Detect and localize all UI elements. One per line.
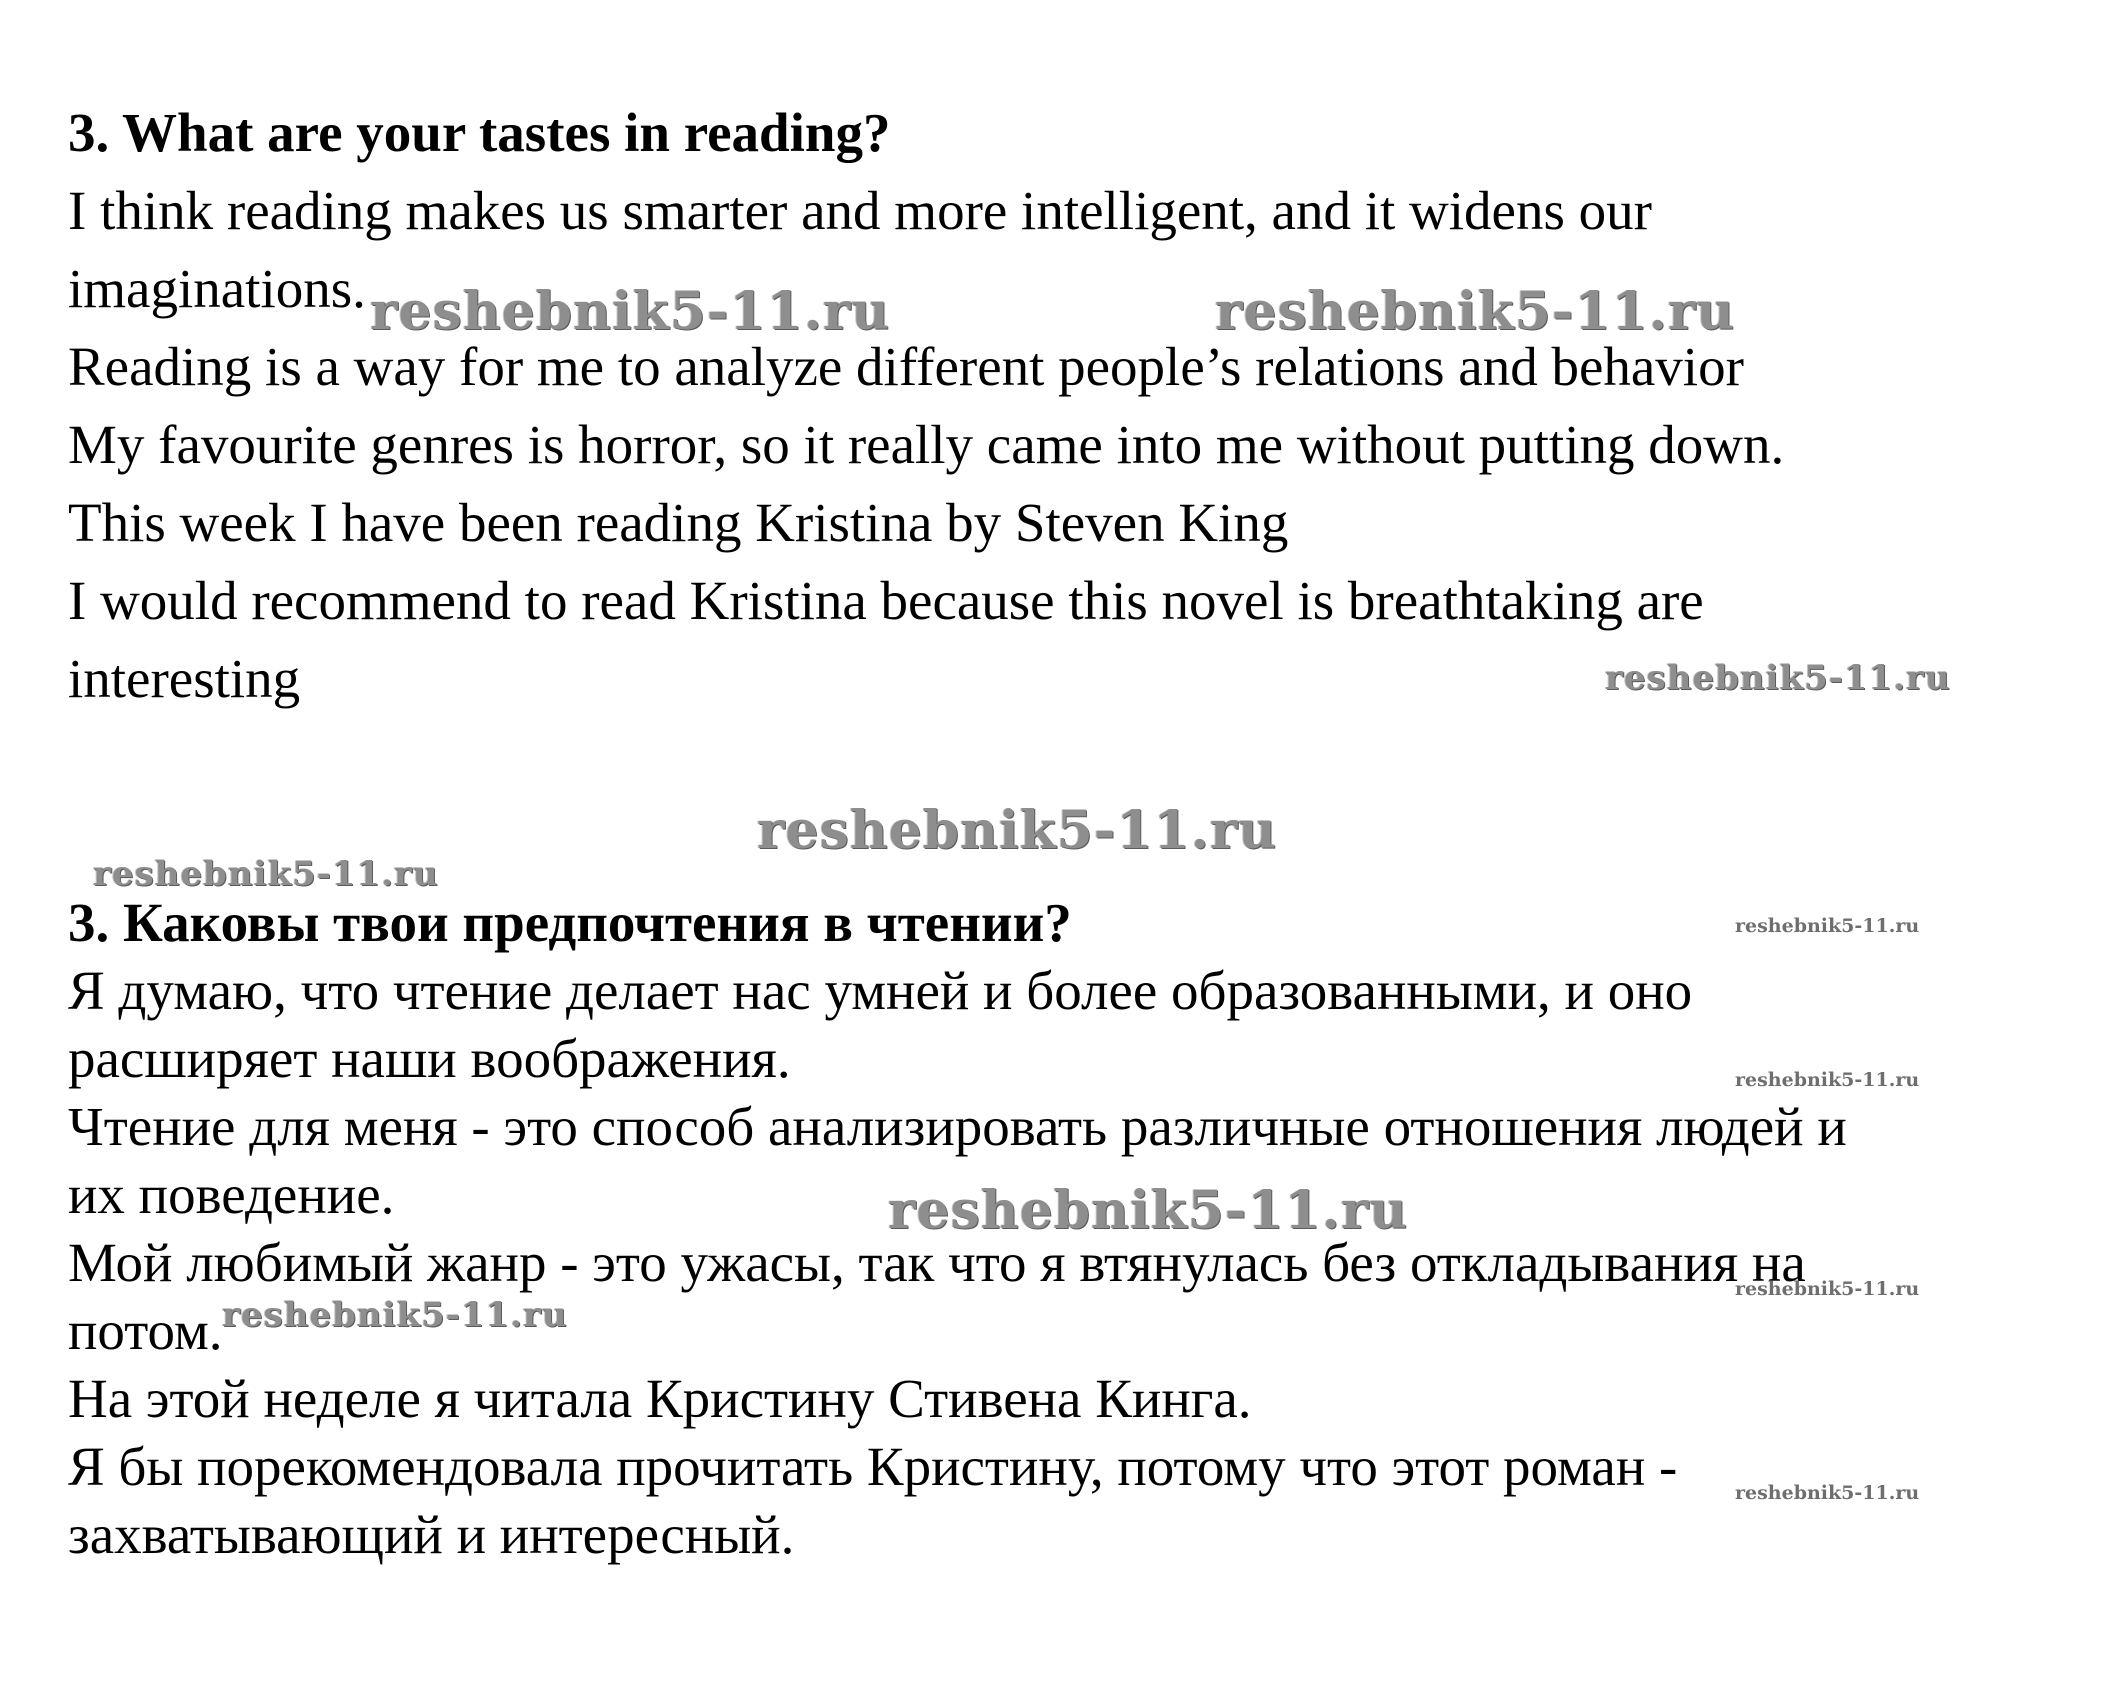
english-text-line: My favourite genres is horror, so it really came into me without putting down. [68, 414, 1785, 475]
watermark: reshebnik5-11.ru [1735, 1482, 1920, 1504]
russian-text-line: Я бы порекомендовала прочитать Кристину, потому что этот роман - [68, 1436, 1678, 1497]
watermark: reshebnik5-11.ru [757, 800, 1278, 861]
watermark: reshebnik5-11.ru [1735, 1069, 1920, 1091]
watermark: reshebnik5-11.ru [222, 1295, 568, 1335]
english-text-line: This week I have been reading Kristina by Steven King [68, 492, 1289, 553]
russian-text-line: захватывающий и интересный. [68, 1504, 795, 1565]
watermark: reshebnik5-11.ru [93, 854, 439, 894]
watermark: reshebnik5-11.ru [1215, 281, 1736, 342]
english-text-line: Reading is a way for me to analyze different people’s relations and behavior [68, 336, 1744, 397]
russian-text-line: их поведение. [68, 1164, 395, 1225]
english-text-line: I think reading makes us smarter and more intelligent, and it widens our [68, 180, 1652, 241]
watermark: reshebnik5-11.ru [370, 281, 891, 342]
watermark: reshebnik5-11.ru [1605, 658, 1951, 698]
russian-text-line: Я думаю, что чтение делает нас умней и более образованными, и оно [68, 960, 1693, 1021]
english-text-line: interesting [68, 648, 301, 709]
russian-text-line: потом. [68, 1300, 223, 1361]
english-heading: 3. What are your tastes in reading? [68, 102, 891, 163]
watermark: reshebnik5-11.ru [1735, 1278, 1920, 1300]
watermark: reshebnik5-11.ru [1735, 915, 1920, 937]
russian-text-line: расширяет наши воображения. [68, 1028, 791, 1089]
russian-text-line: Чтение для меня - это способ анализировать различные отношения людей и [68, 1096, 1847, 1157]
russian-text-line: На этой неделе я читала Кристину Стивена Кинга. [68, 1368, 1252, 1429]
russian-text-line: Мой любимый жанр - это ужасы, так что я втянулась без откладывания на [68, 1232, 1806, 1293]
english-text-line: I would recommend to read Kristina because this novel is breathtaking are [68, 570, 1704, 631]
watermark: reshebnik5-11.ru [888, 1180, 1409, 1241]
english-text-line: imaginations. [68, 258, 366, 319]
russian-heading: 3. Каковы твои предпочтения в чтении? [68, 892, 1072, 953]
